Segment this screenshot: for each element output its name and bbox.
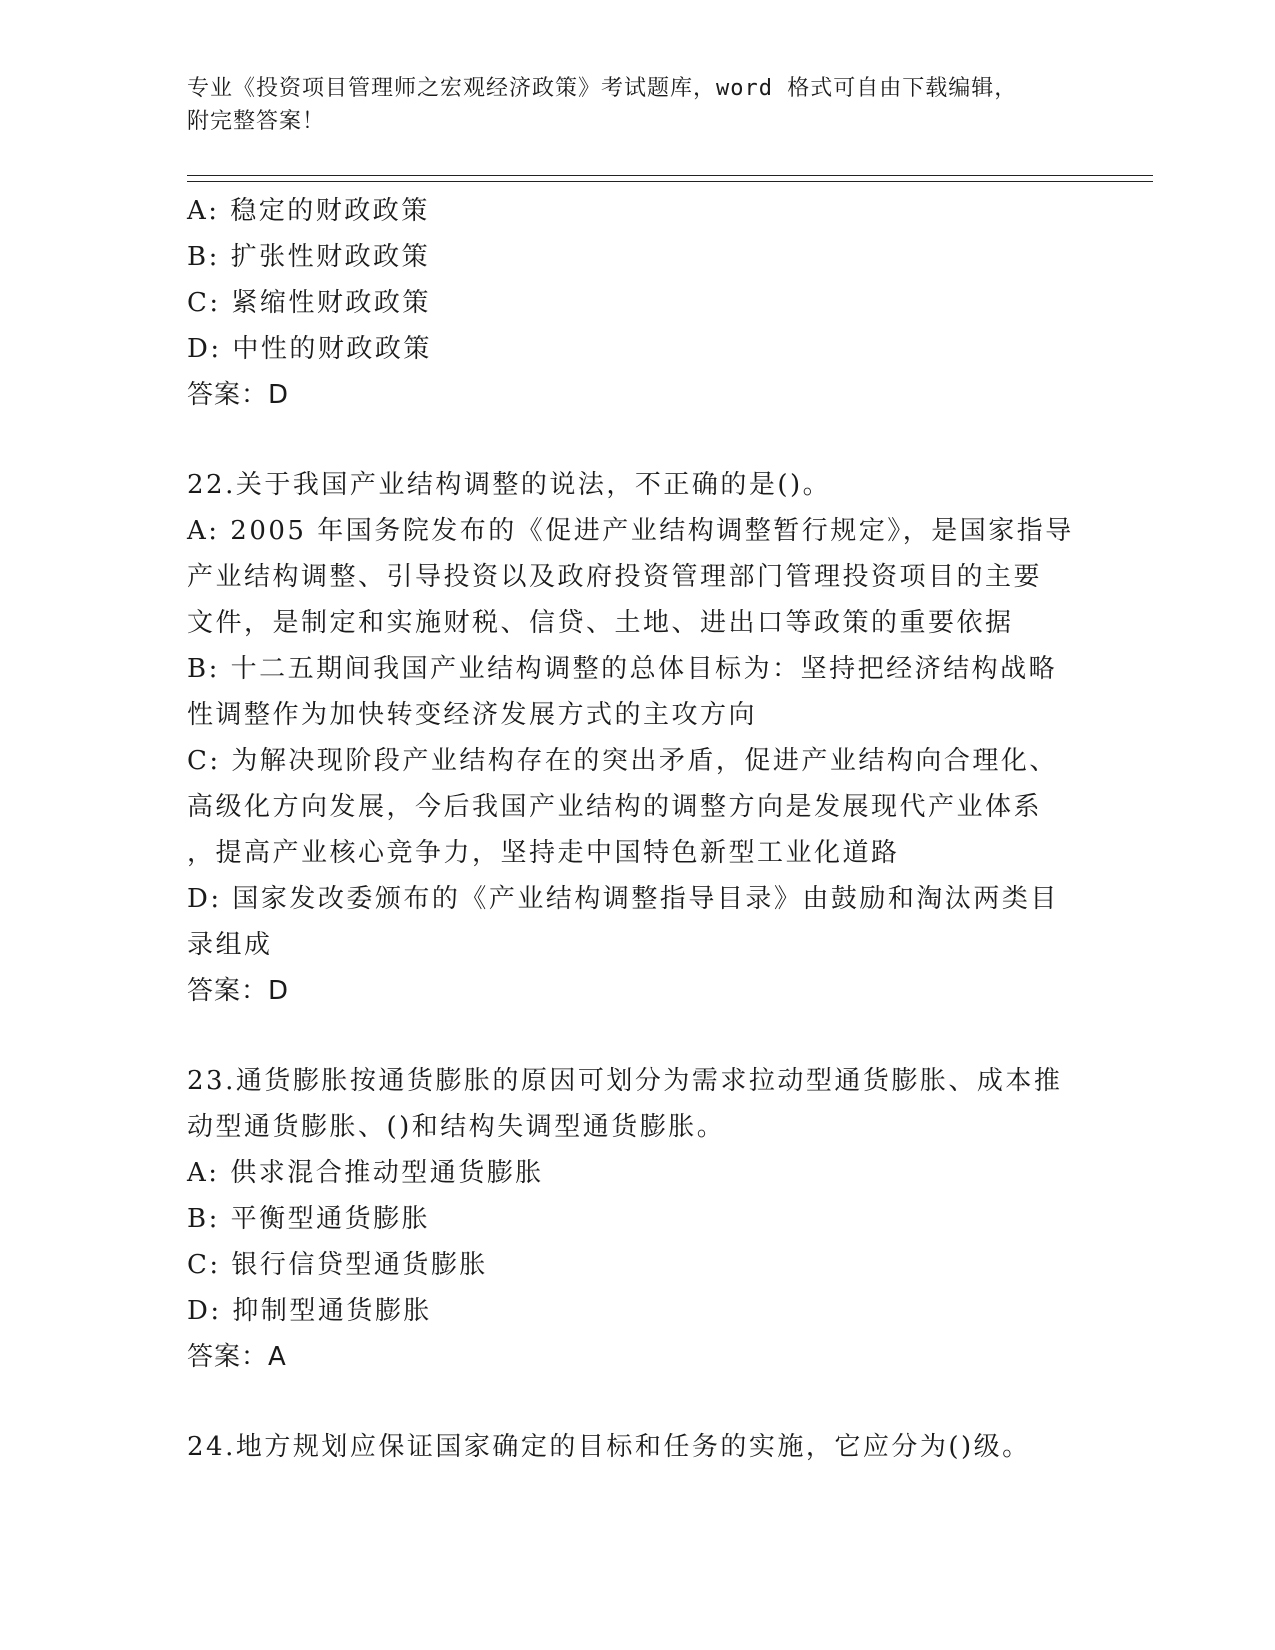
q23-option-d: D: 抑制型通货膨胀: [187, 1296, 432, 1326]
q22-option-d-line-1: D: 国家发改委颁布的《产业结构调整指导目录》由鼓励和淘汰两类目: [187, 884, 1059, 914]
spacer: [187, 1380, 1087, 1424]
q22-answer: 答案：D: [187, 976, 290, 1006]
q22-option-b-line-1: B: 十二五期间我国产业结构调整的总体目标为：坚持把经济结构战略: [187, 654, 1058, 684]
q22-stem: 22.关于我国产业结构调整的说法，不正确的是()。: [187, 470, 832, 500]
q22-option-c-line-1: C: 为解决现阶段产业结构存在的突出矛盾，促进产业结构向合理化、: [187, 746, 1058, 776]
q21-option-b: B: 扩张性财政政策: [187, 242, 431, 272]
question-list: [187, 188, 1087, 1470]
question-23-block: [187, 1058, 1087, 1380]
q22-option-c-line-2: 高级化方向发展，今后我国产业结构的调整方向是发展现代产业体系: [187, 792, 1043, 822]
spacer: [187, 1014, 1087, 1058]
document-header: [187, 72, 1087, 138]
q23-stem-line-2: 动型通货膨胀、()和结构失调型通货膨胀。: [187, 1112, 726, 1142]
q22-option-a-line-2: 产业结构调整、引导投资以及政府投资管理部门管理投资项目的主要: [187, 562, 1043, 592]
q21-option-c: C: 紧缩性财政政策: [187, 288, 431, 318]
q23-option-c: C: 银行信贷型通货膨胀: [187, 1250, 488, 1280]
q22-option-a-line-3: 文件，是制定和实施财税、信贷、土地、进出口等政策的重要依据: [187, 608, 1014, 638]
q22-option-c-line-3: ，提高产业核心竞争力，坚持走中国特色新型工业化道路: [187, 838, 900, 868]
q22-option-d-line-2: 录组成: [187, 930, 273, 960]
q21-option-a: A: 稳定的财政政策: [187, 196, 430, 226]
header-line-1: 专业《投资项目管理师之宏观经济政策》考试题库，word 格式可自由下载编辑，: [187, 76, 1018, 101]
header-line-2: 附完整答案！: [187, 109, 326, 134]
q21-option-d: D: 中性的财政政策: [187, 334, 432, 364]
header-rule-top: [187, 175, 1153, 176]
question-21-block: [187, 188, 1087, 418]
q23-option-a: A: 供求混合推动型通货膨胀: [187, 1158, 544, 1188]
question-24-block: [187, 1424, 1087, 1470]
header-rule-bottom: [187, 181, 1153, 182]
spacer: [187, 418, 1087, 462]
q21-answer: 答案：D: [187, 380, 290, 410]
q22-option-b-line-2: 性调整作为加快转变经济发展方式的主攻方向: [187, 700, 758, 730]
q24-stem: 24.地方规划应保证国家确定的目标和任务的实施，它应分为()级。: [187, 1432, 1031, 1462]
q22-option-a-line-1: A: 2005 年国务院发布的《促进产业结构调整暂行规定》，是国家指导: [187, 516, 1074, 546]
q23-stem-line-1: 23.通货膨胀按通货膨胀的原因可划分为需求拉动型通货膨胀、成本推: [187, 1066, 1063, 1096]
question-22-block: [187, 462, 1087, 1014]
q23-option-b: B: 平衡型通货膨胀: [187, 1204, 431, 1234]
q23-answer: 答案：A: [187, 1342, 287, 1372]
